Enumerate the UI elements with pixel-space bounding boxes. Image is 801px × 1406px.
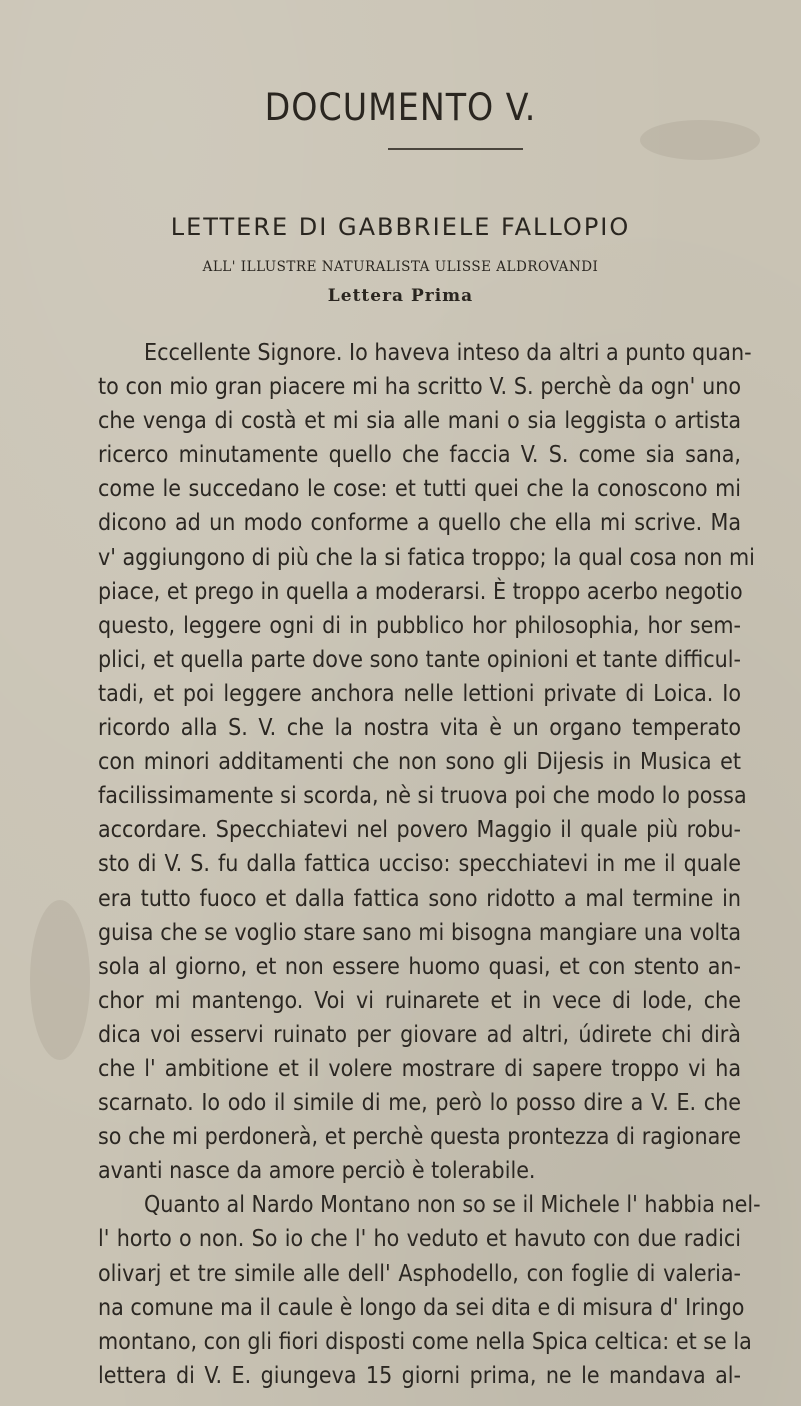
text-line: guisa che se voglio stare sano mi bisogna mangiare una volta bbox=[98, 919, 741, 946]
paper-stain bbox=[30, 900, 90, 1060]
text-line: piace, et prego in quella a moderarsi. È troppo acerbo negotio bbox=[98, 578, 743, 605]
text-line: l' horto o non. So io che l' ho veduto et havuto con due radici bbox=[98, 1226, 741, 1253]
text-line: na comune ma il caule è longo da sei dita e di misura d' Iringo bbox=[98, 1294, 745, 1321]
text-line: Eccellente Signore. Io haveva inteso da altri a punto quan- bbox=[144, 340, 752, 366]
text-line: ricerco minutamente quello che faccia V. S. come sia sana, bbox=[98, 442, 741, 469]
text-line: che l' ambitione et il volere mostrare di sapere troppo vi ha bbox=[98, 1055, 741, 1082]
text-line: sto di V. S. fu dalla fattica ucciso: specchiatevi in me il quale bbox=[98, 851, 741, 878]
text-line: sola al giorno, et non essere huomo quasi, et con stento an- bbox=[98, 953, 741, 980]
text-line: accordare. Specchiatevi nel povero Maggio il quale più robu- bbox=[98, 817, 741, 844]
letter-body bbox=[98, 336, 761, 1393]
text-line: avanti nasce da amore perciò è tolerabile. bbox=[98, 1158, 536, 1185]
text-line: montano, con gli fiori disposti come nella Spica celtica: et se la bbox=[98, 1328, 752, 1355]
text-line: v' aggiungono di più che la si fatica troppo; la qual cosa non mi bbox=[98, 544, 755, 571]
text-line: dica voi esservi ruinato per giovare ad altri, údirete chi dirà bbox=[98, 1021, 741, 1048]
text-line: era tutto fuoco et dalla fattica sono ridotto a mal termine in bbox=[98, 885, 741, 912]
letter-label: Lettera Prima bbox=[327, 286, 474, 306]
text-line: tadi, et poi leggere anchora nelle lettioni private di Loica. Io bbox=[98, 680, 741, 707]
paragraph-1 bbox=[98, 336, 755, 1188]
text-line: con minori additamenti che non sono gli Dijesis in Musica et bbox=[98, 749, 741, 776]
letters-subheading: ALL' ILLUSTRE NATURALISTA ULISSE ALDROVANDI bbox=[202, 259, 599, 275]
paragraph-2 bbox=[98, 1188, 761, 1393]
text-line: come le succedano le cose: et tutti quei che la conoscono mi bbox=[98, 476, 741, 503]
text-line: lettera di V. E. giungeva 15 giorni prima, ne le mandava al- bbox=[98, 1362, 741, 1389]
text-line: chor mi mantengo. Voi vi ruinarete et in vece di lode, che bbox=[98, 987, 741, 1014]
text-line: facilissimamente si scorda, nè si truova poi che modo lo possa bbox=[98, 783, 747, 810]
text-line: so che mi perdonerà, et perchè questa prontezza di ragionare bbox=[98, 1124, 741, 1151]
text-line: plici, et quella parte dove sono tante opinioni et tante difficul- bbox=[98, 646, 741, 673]
letters-heading: LETTERE DI GABBRIELE FALLOPIO bbox=[170, 213, 631, 241]
text-line: to con mio gran piacere mi ha scritto V. S. perchè da ogn' uno bbox=[98, 374, 741, 401]
document-title: DOCUMENTO V. bbox=[264, 86, 537, 129]
text-line: questo, leggere ogni di in pubblico hor philosophia, hor sem- bbox=[98, 612, 741, 639]
text-line: olivarj et tre simile alle dell' Asphodello, con foglie di valeria- bbox=[98, 1260, 741, 1287]
text-line: Quanto al Nardo Montano non so se il Michele l' habbia nel- bbox=[144, 1192, 761, 1219]
text-line: ricordo alla S. V. che la nostra vita è un organo temperato bbox=[98, 715, 741, 742]
text-line: che venga di costà et mi sia alle mani o sia leggista o artista bbox=[98, 408, 741, 435]
title-underline-rule bbox=[388, 148, 523, 150]
text-line: scarnato. Io odo il simile di me, però lo posso dire a V. E. che bbox=[98, 1090, 741, 1117]
text-line: dicono ad un modo conforme a quello che ella mi scrive. Ma bbox=[98, 510, 741, 537]
